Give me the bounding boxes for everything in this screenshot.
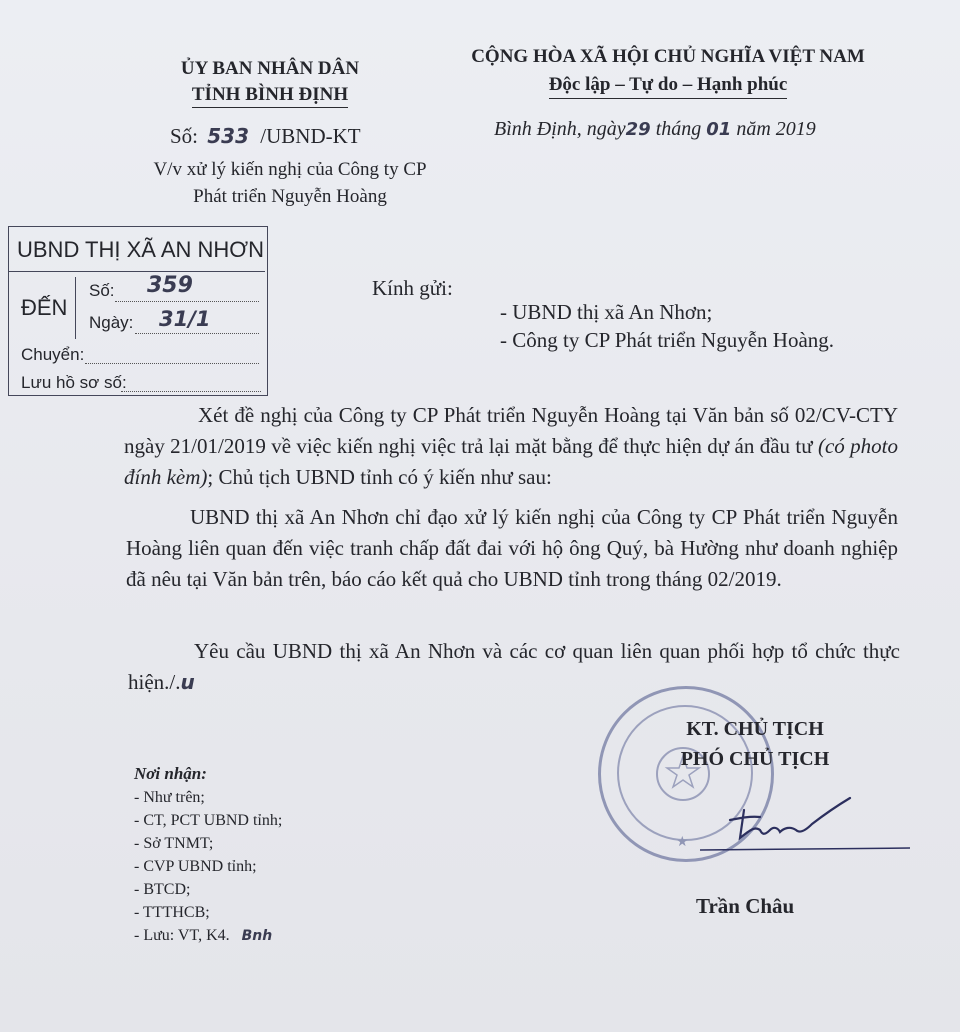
signature-block-title [630,714,880,774]
stamp-title: UBND THỊ XÃ AN NHƠN [17,237,265,262]
stamp-luu-dots [121,391,261,392]
noi-nhan-item: - BTCD; [134,881,191,898]
document-subject [110,156,470,210]
agency-line2: TỈNH BÌNH ĐỊNH [192,84,348,108]
stamp-ngay-dots [135,333,259,334]
place-date-prefix: Bình Định, ngày [494,118,626,140]
noi-nhan-item: - Sở TNMT; [134,835,214,852]
stamp-vertical-divider [75,277,76,339]
p1-italic: (có photo đính kèm) [124,434,898,489]
noi-nhan-item: - CT, PCT UBND tỉnh; [134,812,283,829]
country-line2: Độc lập – Tự do – Hạnh phúc [549,74,788,99]
stamp-so-value: 359 [147,273,193,298]
noi-nhan-item [134,924,282,948]
doc-no-value: 533 [207,124,250,148]
svg-text:★: ★ [676,835,689,850]
received-stamp [8,226,268,396]
date-month-label: tháng [655,118,702,140]
stamp-chuyen-label: Chuyển: [21,345,85,364]
date-month: 01 [706,119,732,140]
handwritten-signature [700,790,910,860]
place-date [494,118,816,141]
noi-nhan-luu: - Lưu: VT, K4. [134,927,230,944]
stamp-den-label: ĐẾN [21,295,68,320]
p3-text: Yêu cầu UBND thị xã An Nhơn và các cơ quan liên quan phối hợp tổ chức thực hiện./. [128,639,900,694]
national-title [448,46,888,96]
stamp-ngay-label: Ngày: [89,313,134,332]
noi-nhan-item: - Như trên; [134,789,205,806]
signer-name: Trần Châu [696,894,795,918]
noi-nhan-item: - TTTHCB; [134,904,210,921]
noi-nhan-block [134,764,282,948]
stamp-so-dots [115,301,259,302]
noi-nhan-item: - CVP UBND tỉnh; [134,858,257,875]
handwritten-initials: Bnh [241,928,273,944]
sign-title-2: PHÓ CHỦ TỊCH [680,748,830,770]
p1-text-b: ; Chủ tịch UBND tỉnh có ý kiến như sau: [207,465,552,489]
kinh-gui-label: Kính gửi: [372,276,453,300]
date-day: 29 [625,119,651,140]
stamp-so-label: Số: [89,281,115,300]
recipient-item: - UBND thị xã An Nhơn; [500,300,713,324]
p1-text-a: Xét đề nghị của Công ty CP Phát triển Nguyễn Hoàng tại Văn bản số 02/CV-CTY ngày 21/01/2019 về việc kiến nghị việc trả lại mặt bằng để thực hiện dự án đầu tư [124,403,898,458]
doc-no-suffix: /UBND-KT [260,124,361,148]
agency-line1: ỦY BAN NHÂN DÂN [180,58,360,79]
body-paragraph-2: UBND thị xã An Nhơn chỉ đạo xử lý kiến nghị của Công ty CP Phát triển Nguyễn Hoàng liên quan đến việc tranh chấp đất đai với hộ ông Quý, bà Hường như doanh nghiệp đã nêu tại Văn bản trên, báo cáo kết quả cho UBND tỉnh trong tháng 02/2019. [126,505,898,591]
subject-line2: Phát triển Nguyễn Hoàng [193,186,387,207]
body-paragraph-1 [124,400,898,493]
country-line1: CỘNG HÒA XÃ HỘI CHỦ NGHĨA VIỆT NAM [471,46,865,67]
doc-no-label: Số: [170,124,199,148]
p3-mark: u [180,670,195,694]
recipient-item: - Công ty CP Phát triển Nguyễn Hoàng. [500,328,835,352]
stamp-chuyen-dots [85,363,259,364]
sign-title-1: KT. CHỦ TỊCH [686,718,824,740]
stamp-luu-label: Lưu hồ sơ số: [21,373,127,392]
document-number [170,124,361,149]
body-paragraph-3 [128,636,900,698]
subject-line1: V/v xử lý kiến nghị của Công ty CP [153,159,427,180]
stamp-ngay-value: 31/1 [159,307,211,331]
recipient-list [500,298,834,354]
stamp-divider [9,271,265,272]
agency-name [130,58,410,106]
date-year: năm 2019 [736,118,816,140]
noi-nhan-label: Nơi nhận: [134,764,207,783]
